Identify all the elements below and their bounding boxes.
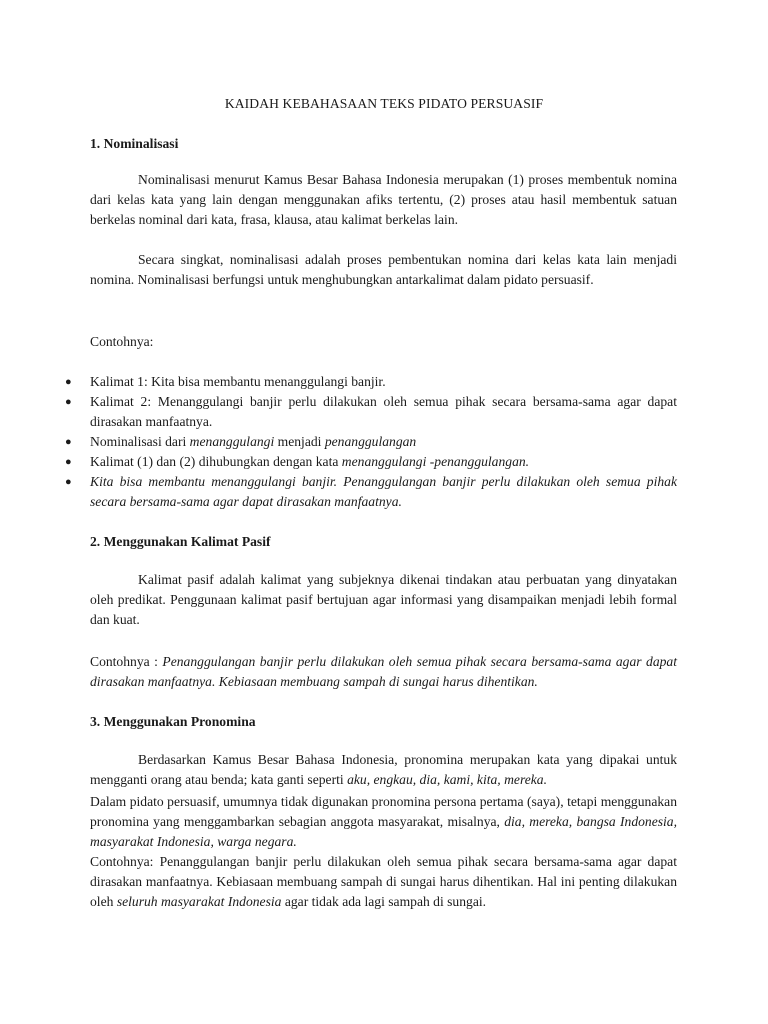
section-1-heading: 1. Nominalisasi (90, 136, 179, 151)
section-2-example (90, 652, 677, 692)
example-list (65, 372, 677, 512)
list-item-text: menjadi (274, 434, 325, 449)
paragraph-emphasis: aku, engkau, dia, kami, kita, mereka. (347, 772, 548, 787)
section-1-example-label: Contohnya: (90, 334, 154, 349)
list-item (65, 452, 677, 472)
section-1-paragraph-2: Secara singkat, nominalisasi adalah proses pembentukan nomina dari kelas kata lain menjadi nomina. Nominalisasi berfungsi untuk menghubungkan antarkalimat dalam pidato persuasif. (90, 252, 677, 287)
paragraph-emphasis: seluruh masyarakat Indonesia (116, 894, 282, 909)
bullet-icon: ● (65, 376, 72, 388)
section-3-paragraph-3 (90, 852, 677, 912)
page-title: KAIDAH KEBAHASAAN TEKS PIDATO PERSUASIF (224, 96, 544, 111)
list-item-text: Kalimat 2: Menanggulangi banjir perlu dilakukan oleh semua pihak secara bersama-sama agar dapat dirasakan manfaatnya. (90, 394, 677, 429)
bullet-icon: ● (65, 396, 72, 408)
list-item-text: Nominalisasi dari (90, 434, 190, 449)
paragraph-text: Dalam pidato persuasif, umumnya tidak digunakan pronomina persona pertama (saya), tetapi menggunakan pronomina yang menggambarkan sebagian anggota masyarakat, misalnya, (90, 794, 677, 829)
example-label: Contohnya : (90, 654, 163, 669)
list-item-emphasis: Kita bisa membantu menanggulangi banjir. Penanggulangan banjir perlu dilakukan oleh semua pihak secara bersama-sama agar dapat dirasakan manfaatnya. (90, 474, 677, 509)
paragraph-text: Berdasarkan Kamus Besar Bahasa Indonesia, pronomina merupakan kata yang dipakai untuk mengganti orang atau benda; kata ganti seperti (90, 752, 677, 787)
paragraph-text: Contohnya: Penanggulangan banjir perlu dilakukan oleh semua pihak secara bersama-sama agar dapat dirasakan manfaatnya. Kebiasaan membuang sampah di sungai harus dihentikan. Hal ini penting dilakukan oleh (90, 854, 677, 909)
list-item-emphasis: penanggulangan (324, 434, 417, 449)
list-item-text: Kalimat 1: Kita bisa membantu menanggulangi banjir. (90, 374, 386, 389)
list-item (65, 472, 677, 512)
section-2-heading: 2. Menggunakan Kalimat Pasif (90, 534, 271, 549)
section-2-paragraph-1: Kalimat pasif adalah kalimat yang subjeknya dikenai tindakan atau perbuatan yang dinyatakan oleh predikat. Penggunaan kalimat pasif bertujuan agar informasi yang disampaikan menjadi lebih formal dan kuat. (90, 572, 677, 627)
paragraph-emphasis: dia, mereka, bangsa Indonesia, masyarakat Indonesia, warga negara. (90, 814, 678, 849)
list-item (65, 392, 677, 432)
bullet-icon: ● (65, 476, 72, 488)
example-text: Penanggulangan banjir perlu dilakukan oleh semua pihak secara bersama-sama agar dapat dirasakan manfaatnya. Kebiasaan membuang sampah di sungai harus dihentikan. (90, 654, 677, 689)
bullet-icon: ● (65, 436, 72, 448)
list-item-emphasis: menanggulangi -penanggulangan. (341, 454, 530, 469)
section-3-paragraph-1 (90, 750, 677, 790)
list-item-text: Kalimat (1) dan (2) dihubungkan dengan kata (90, 454, 342, 469)
section-3-heading: 3. Menggunakan Pronomina (90, 714, 256, 729)
section-3-paragraph-2 (90, 792, 677, 852)
list-item (65, 432, 677, 452)
paragraph-text: agar tidak ada lagi sampah di sungai. (281, 894, 487, 909)
bullet-icon: ● (65, 456, 72, 468)
list-item (65, 372, 677, 392)
list-item-emphasis: menanggulangi (189, 434, 275, 449)
section-1-paragraph-1: Nominalisasi menurut Kamus Besar Bahasa Indonesia merupakan (1) proses membentuk nomina dari kelas kata yang lain dengan menggunakan afiks tertentu, (2) proses atau hasil membentuk satuan berkelas nominal dari kata, frasa, klausa, atau kalimat berkelas lain. (90, 172, 677, 227)
